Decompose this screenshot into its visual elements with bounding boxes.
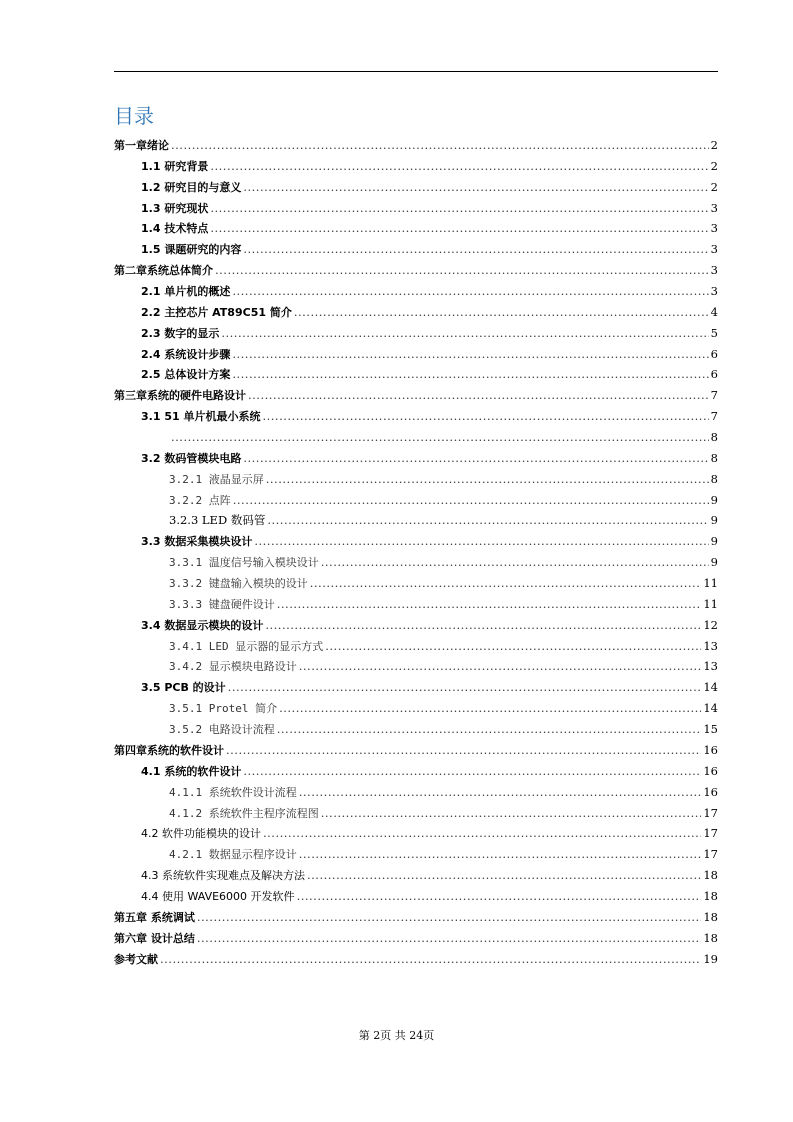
toc-leader-dots (221, 323, 708, 344)
toc-leader-dots (321, 552, 709, 573)
toc-page-number: 9 (710, 513, 718, 528)
toc-entry[interactable] (114, 615, 718, 636)
toc-leader-dots (299, 656, 702, 677)
toc-leader-dots (267, 510, 708, 531)
toc-leader-dots (228, 677, 702, 698)
toc-entry-label: 2.3 数字的显示 (141, 326, 220, 340)
toc-entry[interactable] (114, 740, 718, 761)
toc-entry[interactable] (114, 803, 718, 824)
toc-leader-dots (262, 406, 708, 427)
toc-entry[interactable] (114, 886, 718, 907)
toc-page-number: 13 (703, 638, 718, 653)
toc-entry[interactable] (114, 177, 718, 198)
toc-leader-dots (297, 886, 702, 907)
toc-entry[interactable] (114, 823, 718, 844)
toc-entry-label: 2.5 总体设计方案 (141, 368, 231, 382)
toc-entry-label: 3.2 数码管模块电路 (141, 451, 242, 465)
toc-entry[interactable] (114, 719, 718, 740)
toc-entry[interactable] (114, 344, 718, 365)
toc-page-number: 9 (710, 534, 718, 549)
toc-entry-label: 3.4.2 显示模块电路设计 (169, 660, 297, 674)
toc-entry[interactable] (114, 323, 718, 344)
toc-leader-dots (171, 427, 709, 448)
toc-leader-dots (248, 385, 709, 406)
toc-page-number: 6 (710, 367, 718, 382)
toc-page-number: 2 (710, 179, 718, 194)
toc-entry[interactable] (114, 156, 718, 177)
toc-entry[interactable] (114, 510, 718, 531)
toc-entry[interactable] (114, 656, 718, 677)
toc-leader-dots (299, 782, 702, 803)
toc-entry[interactable] (114, 531, 718, 552)
toc-entry-label: 参考文献 (114, 952, 158, 966)
toc-leader-dots (197, 928, 702, 949)
toc-entry-label: 4.3 系统软件实现难点及解决方法 (141, 869, 305, 883)
toc-page-number: 7 (710, 409, 718, 424)
toc-page-number: 18 (703, 930, 718, 945)
toc-entry-label: 3.3.2 键盘输入模块的设计 (169, 577, 308, 591)
toc-entry-label: 3.5 PCB 的设计 (141, 681, 226, 695)
toc-leader-dots (226, 740, 701, 761)
toc-entry[interactable] (114, 782, 718, 803)
toc-entry-label: 1.5 课题研究的内容 (141, 243, 242, 257)
toc-entry-label: 1.2 研究目的与意义 (141, 180, 242, 194)
toc-entry[interactable] (114, 364, 718, 385)
toc-entry-label: 第五章 系统调试 (114, 910, 195, 924)
toc-entry-label: 4.4 使用 WAVE6000 开发软件 (141, 889, 295, 903)
toc-page-number: 7 (710, 388, 718, 403)
header-rule (114, 71, 718, 72)
toc-leader-dots (321, 803, 702, 824)
toc-leader-dots (243, 239, 708, 260)
toc-page-number: 8 (710, 430, 718, 445)
toc-entry[interactable] (114, 427, 718, 448)
toc-page-number: 3 (710, 221, 718, 236)
toc-page-number: 3 (710, 200, 718, 215)
toc-page-number: 12 (703, 617, 718, 632)
toc-leader-dots (160, 949, 701, 970)
toc-leader-dots (210, 156, 708, 177)
toc-leader-dots (232, 281, 708, 302)
table-of-contents (114, 135, 718, 969)
toc-leader-dots (254, 531, 708, 552)
toc-leader-dots (299, 844, 702, 865)
toc-entry[interactable] (114, 698, 718, 719)
toc-page-number: 17 (703, 805, 718, 820)
toc-entry-label: 3.1 51 单片机最小系统 (141, 410, 261, 424)
toc-entry[interactable] (114, 949, 718, 970)
toc-entry[interactable] (114, 281, 718, 302)
toc-entry-label: 4.2 软件功能模块的设计 (141, 827, 261, 841)
toc-entry[interactable] (114, 552, 718, 573)
toc-entry-label: 3.3.3 键盘硬件设计 (169, 597, 275, 611)
toc-entry-label: 第二章系统总体简介 (114, 264, 213, 278)
toc-entry-label: 4.1.2 系统软件主程序流程图 (169, 806, 319, 820)
toc-entry[interactable] (114, 844, 718, 865)
toc-leader-dots (233, 490, 709, 511)
toc-entry-label: 第三章系统的硬件电路设计 (114, 389, 246, 403)
toc-leader-dots (243, 448, 708, 469)
toc-entry-label: 3.5.1 Protel 简介 (169, 702, 278, 716)
toc-leader-dots (210, 218, 708, 239)
toc-page-number: 15 (703, 722, 718, 737)
toc-entry-label: 1.4 技术特点 (141, 222, 209, 236)
toc-entry-label: 3.5.2 电路设计流程 (169, 723, 275, 737)
toc-entry-label: 3.4 数据显示模块的设计 (141, 618, 264, 632)
toc-entry-label: 3.2.3 LED 数码管 (169, 513, 266, 528)
toc-entry-label: 3.2.1 液晶显示屏 (169, 472, 264, 486)
toc-page-number: 14 (703, 701, 718, 716)
toc-page-number: 17 (703, 847, 718, 862)
toc-page-number: 5 (710, 325, 718, 340)
toc-leader-dots (232, 364, 708, 385)
toc-page-number: 3 (710, 263, 718, 278)
toc-entry[interactable] (114, 239, 718, 260)
toc-entry-label: 第四章系统的软件设计 (114, 743, 224, 757)
toc-entry-label: 2.1 单片机的概述 (141, 285, 231, 299)
toc-page-number: 11 (703, 576, 718, 591)
toc-entry[interactable] (114, 907, 718, 928)
toc-leader-dots (197, 907, 702, 928)
toc-entry[interactable] (114, 573, 718, 594)
toc-leader-dots (243, 177, 708, 198)
toc-page-number: 3 (710, 284, 718, 299)
toc-leader-dots (215, 260, 709, 281)
toc-page-number: 2 (710, 158, 718, 173)
toc-entry[interactable] (114, 469, 718, 490)
toc-leader-dots (171, 135, 709, 156)
toc-page-number: 9 (710, 555, 718, 570)
toc-entry-label: 3.2.2 点阵 (169, 493, 231, 507)
toc-leader-dots (266, 469, 709, 490)
toc-page-number: 4 (710, 304, 718, 319)
toc-entry[interactable] (114, 302, 718, 323)
toc-entry-label: 1.3 研究现状 (141, 201, 209, 215)
toc-entry[interactable] (114, 865, 718, 886)
toc-entry-label: 2.2 主控芯片 AT89C51 简介 (141, 305, 292, 319)
page-footer: 第 2页 共 24页 (358, 1029, 435, 1042)
toc-title: 目录 (114, 104, 154, 128)
toc-leader-dots (307, 865, 701, 886)
toc-entry-label: 4.2.1 数据显示程序设计 (169, 848, 297, 862)
toc-entry[interactable] (114, 406, 718, 427)
toc-entry[interactable] (114, 198, 718, 219)
toc-leader-dots (277, 719, 702, 740)
toc-entry-label: 1.1 研究背景 (141, 159, 209, 173)
toc-page-number: 2 (710, 138, 718, 152)
toc-leader-dots (232, 344, 708, 365)
toc-entry-label: 4.1 系统的软件设计 (141, 764, 242, 778)
toc-page-number: 3 (710, 242, 718, 257)
toc-leader-dots (310, 573, 702, 594)
toc-entry[interactable] (114, 218, 718, 239)
toc-leader-dots (210, 198, 708, 219)
toc-entry-label: 3.3.1 温度信号输入模块设计 (169, 556, 319, 570)
toc-page-number: 16 (703, 784, 718, 799)
toc-page-number: 19 (703, 951, 718, 966)
toc-leader-dots (277, 594, 702, 615)
toc-leader-dots (294, 302, 709, 323)
toc-entry[interactable] (114, 135, 718, 156)
toc-leader-dots (279, 698, 701, 719)
toc-leader-dots (265, 615, 701, 636)
toc-entry[interactable] (114, 928, 718, 949)
toc-entry-label: 4.1.1 系统软件设计流程 (169, 785, 297, 799)
toc-leader-dots (263, 823, 701, 844)
toc-entry-label: 2.4 系统设计步骤 (141, 347, 231, 361)
toc-page-number: 18 (703, 888, 718, 903)
toc-page-number: 16 (703, 763, 718, 778)
toc-entry-label: 3.3 数据采集模块设计 (141, 535, 253, 549)
toc-page-number: 11 (703, 596, 718, 611)
toc-entry[interactable] (114, 636, 718, 657)
toc-page-number: 9 (710, 492, 718, 507)
toc-leader-dots (325, 636, 701, 657)
toc-entry[interactable] (114, 490, 718, 511)
toc-page-number: 16 (703, 742, 718, 757)
toc-page-number: 8 (710, 471, 718, 486)
toc-page-number: 8 (710, 450, 718, 465)
toc-entry-label: 第一章绪论 (114, 139, 169, 152)
toc-leader-dots (243, 761, 701, 782)
toc-entry-label: 第六章 设计总结 (114, 931, 195, 945)
toc-page-number: 17 (703, 826, 718, 841)
toc-entry[interactable] (114, 448, 718, 469)
toc-page-number: 14 (703, 680, 718, 695)
toc-page-number: 18 (703, 909, 718, 924)
toc-entry[interactable] (114, 761, 718, 782)
toc-entry[interactable] (114, 260, 718, 281)
toc-entry-label: 3.4.1 LED 显示器的显示方式 (169, 639, 324, 653)
toc-entry[interactable] (114, 594, 718, 615)
toc-page-number: 18 (703, 868, 718, 883)
toc-page-number: 6 (710, 346, 718, 361)
toc-page-number: 13 (703, 659, 718, 674)
toc-entry[interactable] (114, 385, 718, 406)
toc-entry[interactable] (114, 677, 718, 698)
